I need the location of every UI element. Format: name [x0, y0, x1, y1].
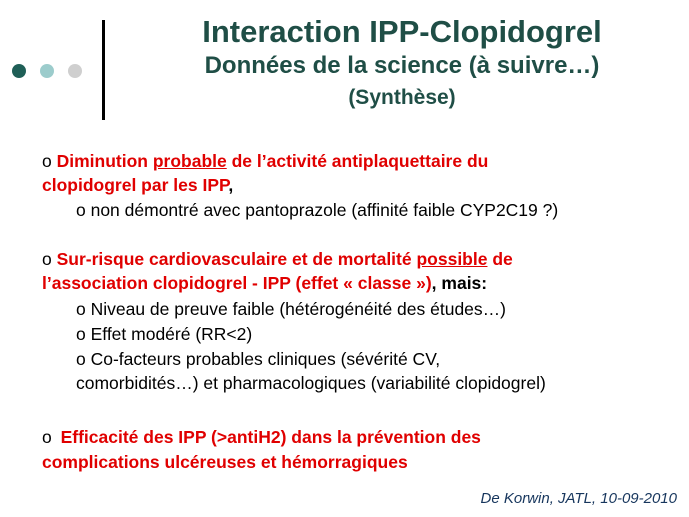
section1-text-c: clopidogrel par les IPP — [42, 175, 229, 195]
section2-line2 — [42, 272, 487, 294]
source-citation: De Korwin, JATL, 10-09-2010 — [480, 490, 677, 507]
section2-sub2: o Effet modéré (RR<2) — [76, 324, 253, 344]
section1-text-b: de l’activité antiplaquettaire du — [226, 151, 489, 171]
title-divider — [102, 20, 105, 120]
section3-text-b: complications ulcéreuses et hémorragiques — [42, 452, 408, 472]
section2-sub1: o Niveau de preuve faible (hétérogénéité des études…) — [76, 299, 506, 319]
bullet-marker: o — [42, 427, 52, 447]
bullet-marker: o — [42, 151, 52, 171]
section1-line2 — [42, 174, 233, 196]
slide-subtitle-synthese: (Synthèse) — [348, 86, 456, 109]
section2-text-a: Sur-risque cardiovasculaire et de mortalité — [56, 249, 417, 269]
decor-dot-dark — [12, 64, 26, 78]
bullet-marker: o — [42, 249, 52, 269]
slide-title: Interaction IPP-Clopidogrel — [202, 14, 602, 49]
section1-comma: , — [228, 175, 234, 195]
section3-text-a: Efficacité des IPP (>antiH2) dans la prévention des — [60, 427, 481, 447]
section2-tail: , mais: — [431, 273, 488, 293]
section2-sub3-cont: comorbidités…) et pharmacologiques (variabilité clopidogrel) — [76, 373, 546, 393]
section2-text-c: l’association clopidogrel - IPP (effet « classe ») — [42, 273, 432, 293]
section1-underlined: probable — [152, 151, 227, 171]
decor-dot-mid — [40, 64, 54, 78]
decor-dot-light — [68, 64, 82, 78]
slide-subtitle: Données de la science (à suivre…) — [204, 52, 600, 79]
section2-sub3: o Co-facteurs probables cliniques (sévérité CV, — [76, 349, 441, 369]
section2-text-b: de — [487, 249, 513, 269]
section1-line1 — [42, 150, 488, 172]
section1-text-a: Diminution — [56, 151, 153, 171]
section3-line1 — [42, 426, 481, 448]
section2-underlined: possible — [416, 249, 488, 269]
section3-line2 — [42, 451, 408, 473]
section2-line1 — [42, 248, 513, 270]
section1-sub1: o non démontré avec pantoprazole (affinité faible CYP2C19 ?) — [76, 200, 559, 220]
